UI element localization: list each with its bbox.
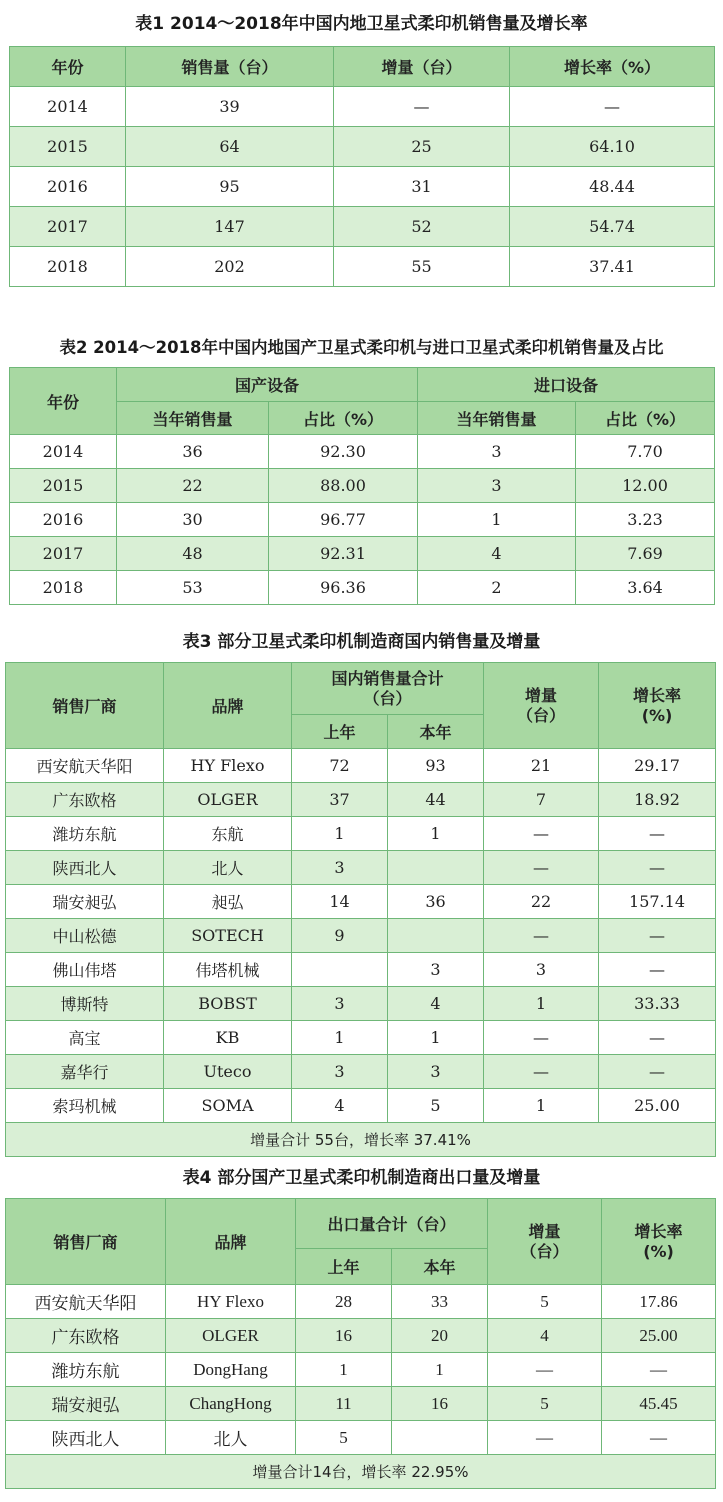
table-row [10, 503, 715, 537]
table-row [6, 749, 716, 783]
table-cell: 16 [392, 1387, 488, 1421]
table1-header-sales: 销售量（台） [126, 47, 334, 87]
table4-caption: 表4 部分国产卫星式柔印机制造商出口量及增量 [182, 1168, 541, 1188]
table-row [6, 1319, 716, 1353]
table-cell: — [599, 953, 716, 987]
table-cell: 中山松德 [6, 919, 164, 953]
table3-footer-row [6, 1123, 716, 1157]
table1 [9, 46, 715, 287]
table-cell: 7.70 [576, 435, 715, 469]
table-cell: 3.23 [576, 503, 715, 537]
table-cell: 1 [388, 817, 484, 851]
table-cell: 潍坊东航 [6, 817, 164, 851]
table4-header-increase-line2: （台） [520, 1241, 569, 1261]
table-cell: 95 [126, 167, 334, 207]
table-row [6, 1353, 716, 1387]
table-cell: OLGER [164, 783, 292, 817]
table-cell [292, 953, 388, 987]
table-cell: 72 [292, 749, 388, 783]
table-cell: 4 [292, 1089, 388, 1123]
table-cell: — [488, 1421, 602, 1455]
table-cell: — [599, 817, 716, 851]
table-cell: 3 [388, 1055, 484, 1089]
table-cell: — [599, 919, 716, 953]
table3-header-increase-line1: 增量 [525, 685, 558, 705]
table-cell: 3 [292, 1055, 388, 1089]
table-cell: ChangHong [166, 1387, 296, 1421]
table-cell: 44 [388, 783, 484, 817]
table-cell: 20 [392, 1319, 488, 1353]
table-row [10, 435, 715, 469]
table3-header-last-year: 上年 [292, 715, 388, 749]
table-row [6, 1021, 716, 1055]
table-cell: OLGER [166, 1319, 296, 1353]
table-cell: 1 [292, 1021, 388, 1055]
table-cell: SOTECH [164, 919, 292, 953]
table-cell: 33.33 [599, 987, 716, 1021]
table-cell [388, 851, 484, 885]
table-cell: 2015 [10, 469, 117, 503]
table-cell: 37.41 [510, 247, 715, 287]
table-cell: 36 [117, 435, 269, 469]
table-cell: 9 [292, 919, 388, 953]
table4-footer-row [6, 1455, 716, 1489]
table-cell: — [334, 87, 510, 127]
table-cell: 64.10 [510, 127, 715, 167]
table-row [6, 783, 716, 817]
table-cell: 昶弘 [164, 885, 292, 919]
table4-header-rate-line1: 增长率 [634, 1221, 683, 1241]
table3-header-this-year: 本年 [388, 715, 484, 749]
table-cell: 14 [292, 885, 388, 919]
table-cell: SOMA [164, 1089, 292, 1123]
table-cell: 25.00 [599, 1089, 716, 1123]
table-row [10, 469, 715, 503]
table-row [6, 885, 716, 919]
table-cell: 1 [292, 817, 388, 851]
table-cell: 3 [484, 953, 599, 987]
table-cell: 2 [418, 571, 576, 605]
table3-header-increase-line2: （台） [517, 705, 566, 725]
table-cell: 2014 [10, 87, 126, 127]
table-cell: 瑞安昶弘 [6, 885, 164, 919]
table3-header-rate-line2: (%) [641, 705, 673, 725]
table3-header-total-line1: 国内销售量合计 [331, 668, 444, 688]
table-cell: 1 [388, 1021, 484, 1055]
table-cell: 北人 [166, 1421, 296, 1455]
table-cell: 索玛机械 [6, 1089, 164, 1123]
table-cell: 2018 [10, 247, 126, 287]
table-row [10, 87, 715, 127]
table-row [6, 1055, 716, 1089]
table-cell: 36 [388, 885, 484, 919]
table-cell: 陕西北人 [6, 1421, 166, 1455]
table-cell: 1 [418, 503, 576, 537]
table-cell: 2017 [10, 207, 126, 247]
table2-subheader-domestic-share: 占比（%） [269, 402, 418, 435]
table-cell: 12.00 [576, 469, 715, 503]
table2-subheader-domestic-sales: 当年销售量 [117, 402, 269, 435]
table-cell: 39 [126, 87, 334, 127]
table-cell: — [599, 1055, 716, 1089]
table-cell: 21 [484, 749, 599, 783]
table2-header-year: 年份 [10, 368, 117, 435]
table1-header-row [10, 47, 715, 87]
table2-subheader-import-share: 占比（%） [576, 402, 715, 435]
table-cell: 92.31 [269, 537, 418, 571]
table-cell: 11 [296, 1387, 392, 1421]
table2-header-row [10, 368, 715, 402]
table2-header-domestic: 国产设备 [117, 368, 418, 402]
table-cell: 西安航天华阳 [6, 1285, 166, 1319]
table-cell: 28 [296, 1285, 392, 1319]
table-cell: 瑞安昶弘 [6, 1387, 166, 1421]
table1-header-rate: 增长率（%） [510, 47, 715, 87]
table3-header-rate [599, 663, 716, 749]
table-cell: 广东欧格 [6, 783, 164, 817]
table-cell: 25.00 [602, 1319, 716, 1353]
table-cell: 佛山伟塔 [6, 953, 164, 987]
table-row [6, 851, 716, 885]
table-cell: 2017 [10, 537, 117, 571]
table1-header-increase: 增量（台） [334, 47, 510, 87]
table4-header-brand: 品牌 [166, 1199, 296, 1285]
table-cell: 55 [334, 247, 510, 287]
table-cell: 潍坊东航 [6, 1353, 166, 1387]
table-cell: 嘉华行 [6, 1055, 164, 1089]
table-cell: 博斯特 [6, 987, 164, 1021]
table-cell: 37 [292, 783, 388, 817]
table-cell: 2015 [10, 127, 126, 167]
table-row [10, 571, 715, 605]
table4-header-rate [602, 1199, 716, 1285]
table-cell: 64 [126, 127, 334, 167]
table-cell: 1 [392, 1353, 488, 1387]
table2-header-import: 进口设备 [418, 368, 715, 402]
table4-header-last-year: 上年 [296, 1249, 392, 1285]
table-cell: 2018 [10, 571, 117, 605]
table-cell: 1 [484, 987, 599, 1021]
table-row [10, 537, 715, 571]
table3-header-brand: 品牌 [164, 663, 292, 749]
table4-header-vendor: 销售厂商 [6, 1199, 166, 1285]
table2-caption: 表2 2014～2018年中国内地国产卫星式柔印机与进口卫星式柔印机销售量及占比 [59, 338, 664, 357]
table-cell: 16 [296, 1319, 392, 1353]
table-cell: 7 [484, 783, 599, 817]
table-row [10, 247, 715, 287]
table3-caption: 表3 部分卫星式柔印机制造商国内销售量及增量 [182, 632, 541, 652]
table-cell: 22 [484, 885, 599, 919]
table-cell: — [599, 851, 716, 885]
table-cell: 147 [126, 207, 334, 247]
table-row [6, 1421, 716, 1455]
table4-header-increase [488, 1199, 602, 1285]
table3-header-total-line2: （台） [363, 688, 412, 708]
table-cell: 5 [488, 1285, 602, 1319]
table-row [10, 167, 715, 207]
table-cell: 93 [388, 749, 484, 783]
table-cell: 92.30 [269, 435, 418, 469]
table3-header-total [292, 663, 484, 715]
table-row [6, 1387, 716, 1421]
table1-header-year: 年份 [10, 47, 126, 87]
table-cell: 48.44 [510, 167, 715, 207]
table-cell: — [484, 817, 599, 851]
table-row [6, 987, 716, 1021]
table-cell: Uteco [164, 1055, 292, 1089]
table2-subheader-import-sales: 当年销售量 [418, 402, 576, 435]
table-cell: 29.17 [599, 749, 716, 783]
table-cell: 北人 [164, 851, 292, 885]
table-cell: 2016 [10, 503, 117, 537]
table-cell: — [484, 1021, 599, 1055]
table-cell: 96.36 [269, 571, 418, 605]
table-cell [392, 1421, 488, 1455]
table4-header-this-year: 本年 [392, 1249, 488, 1285]
table-cell: 5 [488, 1387, 602, 1421]
table-cell: 5 [296, 1421, 392, 1455]
table-cell: 18.92 [599, 783, 716, 817]
table-cell: BOBST [164, 987, 292, 1021]
table-row [6, 1285, 716, 1319]
table-cell: 广东欧格 [6, 1319, 166, 1353]
table-cell: 7.69 [576, 537, 715, 571]
table3-header-row [6, 663, 716, 715]
table-cell: 17.86 [602, 1285, 716, 1319]
table-cell: — [602, 1421, 716, 1455]
table3-footer: 增量合计 55台，增长率 37.41% [6, 1123, 716, 1157]
table-cell: — [484, 919, 599, 953]
table-cell: 31 [334, 167, 510, 207]
table-cell: 88.00 [269, 469, 418, 503]
table-cell: 2014 [10, 435, 117, 469]
table-cell: 高宝 [6, 1021, 164, 1055]
table-cell: 25 [334, 127, 510, 167]
table-cell: 1 [484, 1089, 599, 1123]
table3-header-increase [484, 663, 599, 749]
table-cell: 3 [292, 987, 388, 1021]
table-cell: — [510, 87, 715, 127]
table-cell: 53 [117, 571, 269, 605]
table-cell: — [488, 1353, 602, 1387]
table-row [6, 817, 716, 851]
table-row [10, 127, 715, 167]
table4-header-total: 出口量合计（台） [296, 1199, 488, 1249]
table4-footer: 增量合计14台，增长率 22.95% [6, 1455, 716, 1489]
table-cell: 4 [488, 1319, 602, 1353]
table-row [6, 919, 716, 953]
table-cell: HY Flexo [166, 1285, 296, 1319]
table-cell: 陕西北人 [6, 851, 164, 885]
table-cell: 3.64 [576, 571, 715, 605]
table4 [5, 1198, 716, 1489]
table-cell: 96.77 [269, 503, 418, 537]
table3 [5, 662, 716, 1157]
table-cell: DongHang [166, 1353, 296, 1387]
table-cell [388, 919, 484, 953]
table-cell: 4 [388, 987, 484, 1021]
table-cell: 4 [418, 537, 576, 571]
table-cell: 22 [117, 469, 269, 503]
table-cell: 1 [296, 1353, 392, 1387]
table4-header-row [6, 1199, 716, 1249]
table-row [6, 1089, 716, 1123]
table-row [6, 953, 716, 987]
table-cell: 3 [418, 435, 576, 469]
table-cell: 45.45 [602, 1387, 716, 1421]
table-cell: 33 [392, 1285, 488, 1319]
table4-header-rate-line2: (%) [643, 1241, 674, 1261]
table-cell: 52 [334, 207, 510, 247]
table-cell: 202 [126, 247, 334, 287]
table-cell: 48 [117, 537, 269, 571]
table-cell: 3 [292, 851, 388, 885]
table-cell: 伟塔机械 [164, 953, 292, 987]
table1-caption: 表1 2014～2018年中国内地卫星式柔印机销售量及增长率 [135, 14, 588, 34]
table-cell: 5 [388, 1089, 484, 1123]
table-cell: 157.14 [599, 885, 716, 919]
table4-header-increase-line1: 增量 [528, 1221, 561, 1241]
table-cell: — [602, 1353, 716, 1387]
table3-header-vendor: 销售厂商 [6, 663, 164, 749]
table-cell: 东航 [164, 817, 292, 851]
table3-header-rate-line1: 增长率 [633, 685, 682, 705]
table-cell: 54.74 [510, 207, 715, 247]
table-cell: HY Flexo [164, 749, 292, 783]
table-cell: 2016 [10, 167, 126, 207]
table-cell: 3 [388, 953, 484, 987]
table-cell: 西安航天华阳 [6, 749, 164, 783]
table2 [9, 367, 715, 605]
table-cell: KB [164, 1021, 292, 1055]
table-cell: 30 [117, 503, 269, 537]
table-row [10, 207, 715, 247]
table-cell: — [484, 851, 599, 885]
table-cell: — [484, 1055, 599, 1089]
table-cell: — [599, 1021, 716, 1055]
table-cell: 3 [418, 469, 576, 503]
